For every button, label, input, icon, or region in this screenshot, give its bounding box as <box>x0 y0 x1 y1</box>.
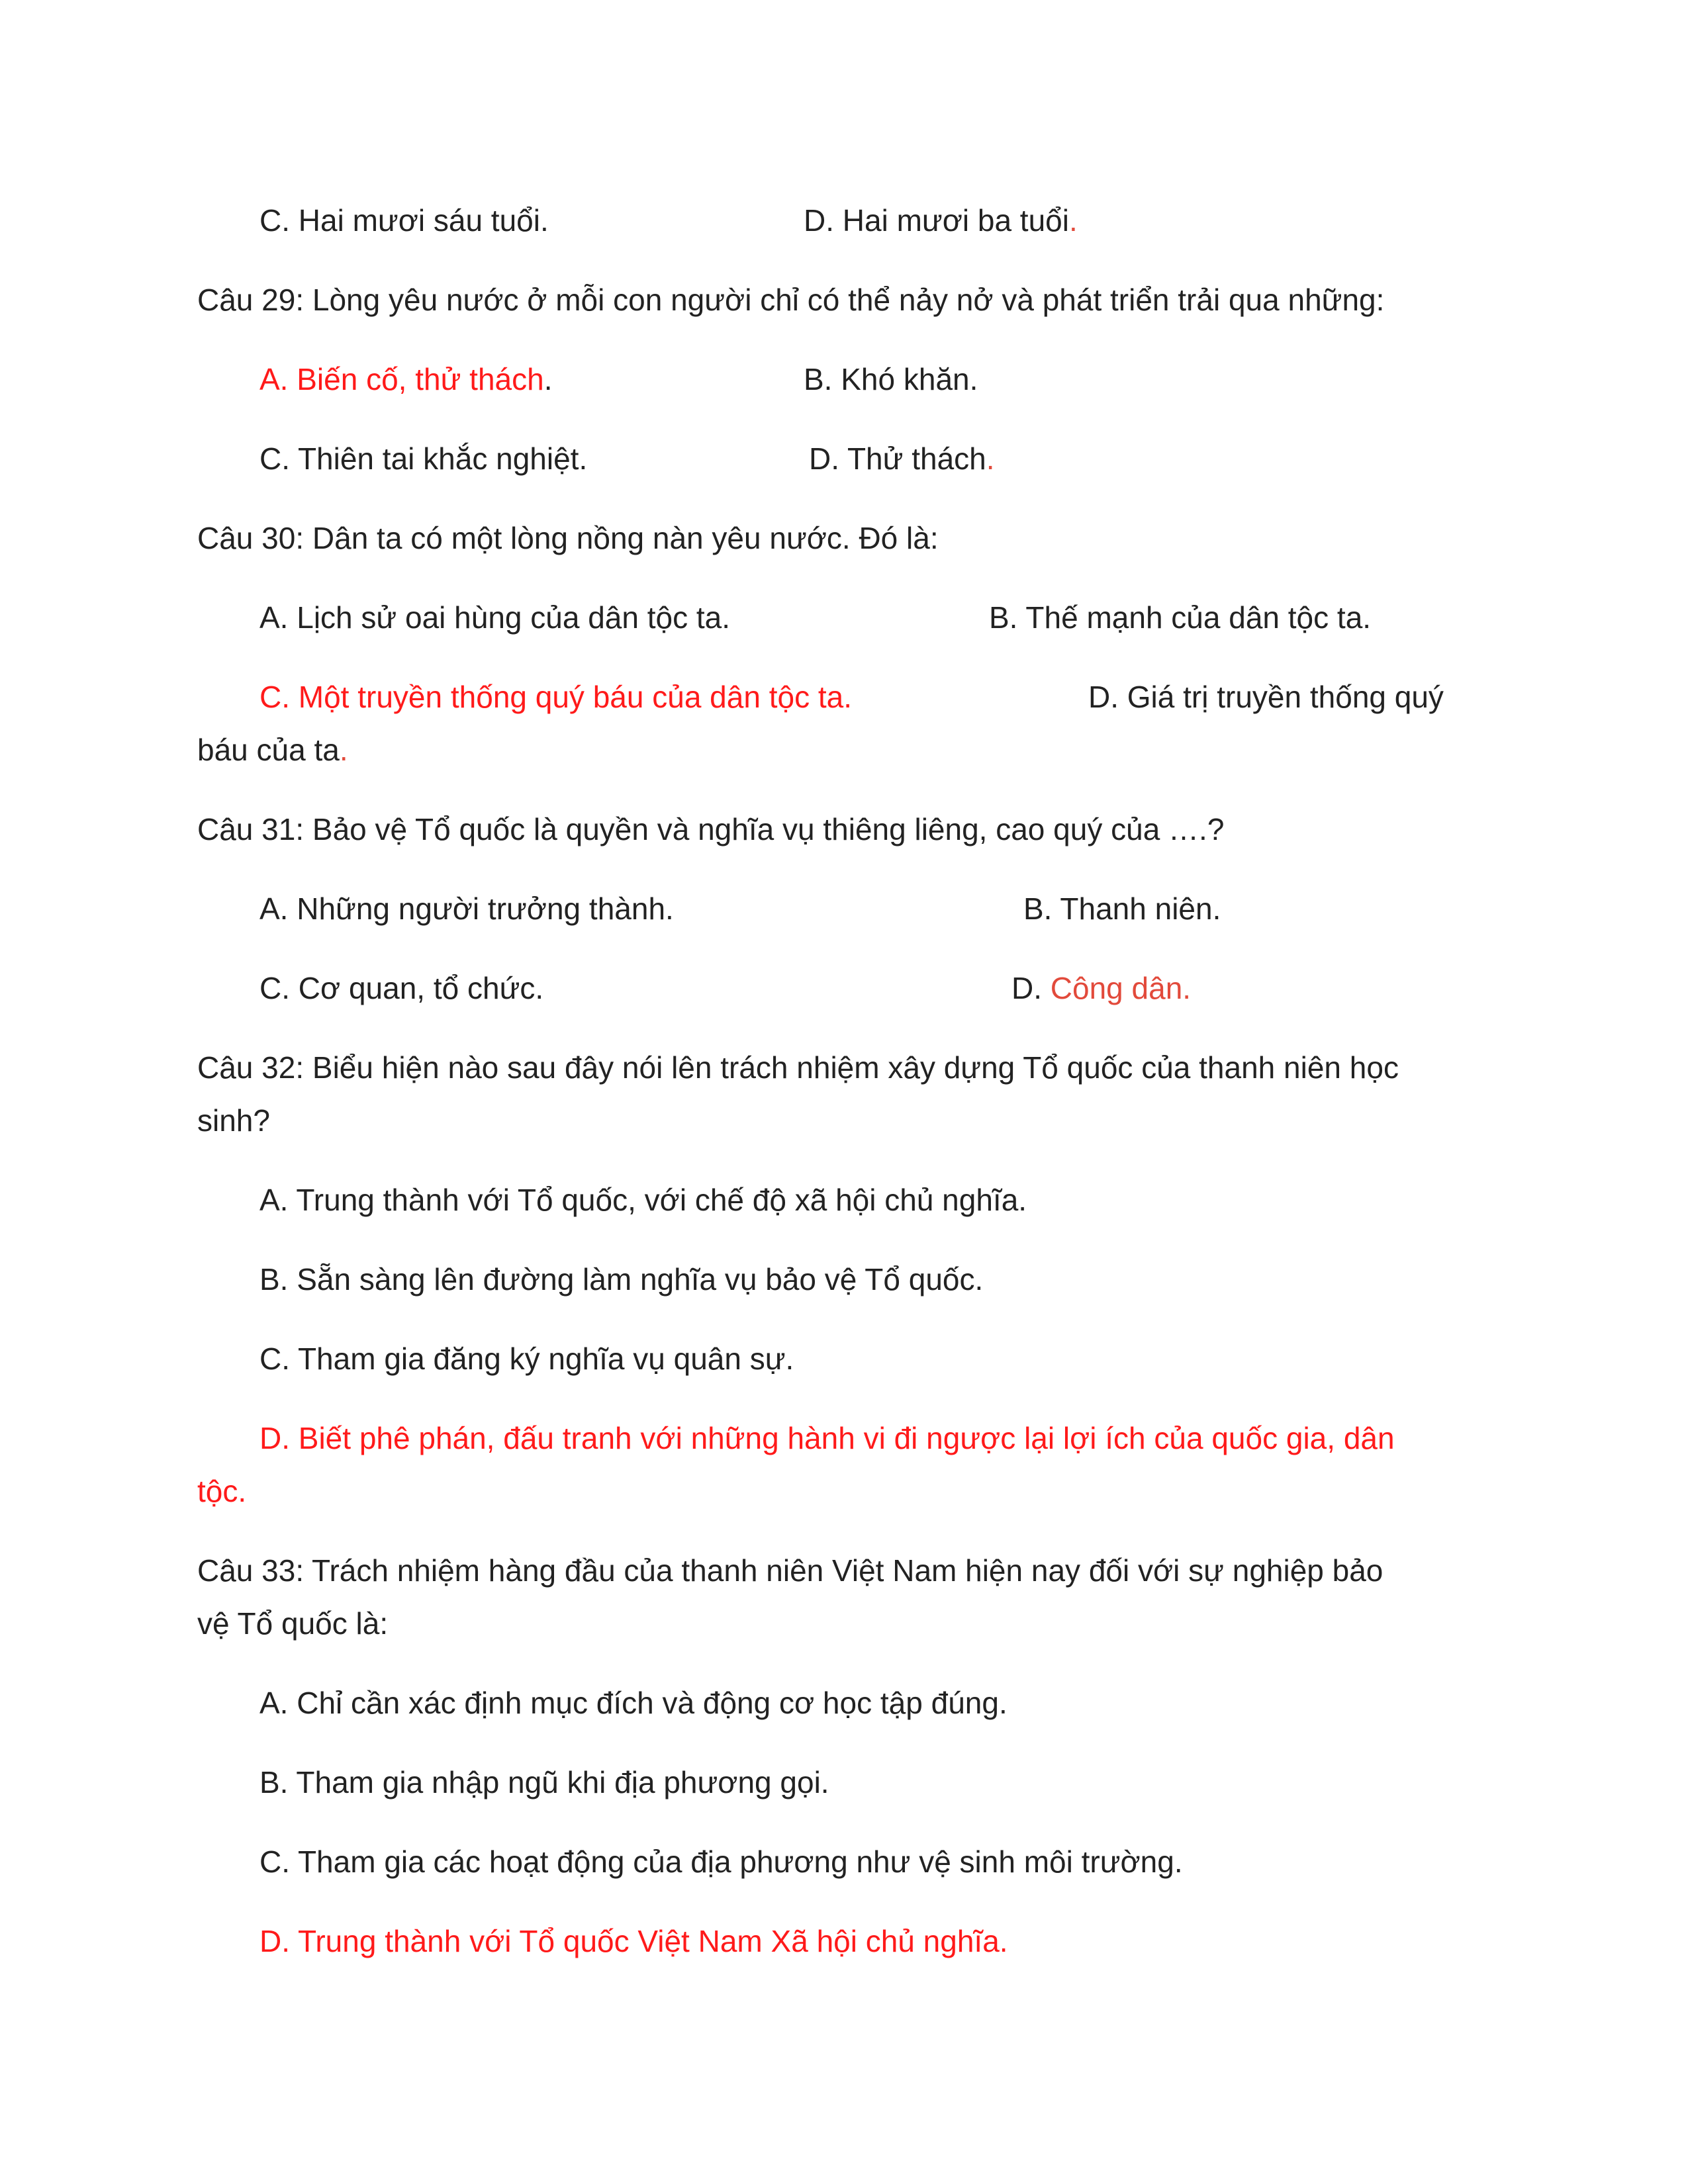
q32-option-c: C. Tham gia đăng ký nghĩa vụ quân sự. <box>259 1342 794 1376</box>
q31-option-a: A. Những người trưởng thành. <box>259 891 674 926</box>
q30-question: Câu 30: Dân ta có một lòng nồng nàn yêu nước. Đó là: <box>197 521 939 555</box>
q31-option-b: B. Thanh niên. <box>1023 891 1221 926</box>
q28-option-c: C. Hai mươi sáu tuổi. <box>259 203 549 238</box>
q29-option-a-dot: . <box>543 362 553 396</box>
q32-option-a: A. Trung thành với Tổ quốc, với chế độ xã hội chủ nghĩa. <box>259 1183 1027 1217</box>
q33-option-a: A. Chỉ cần xác định mục đích và động cơ học tập đúng. <box>259 1686 1008 1720</box>
q33-option-b: B. Tham gia nhập ngũ khi địa phương gọi. <box>259 1765 829 1799</box>
q29-option-b: B. Khó khăn. <box>804 362 978 396</box>
q29-option-d <box>809 443 995 474</box>
q32-option-b: B. Sẵn sàng lên đường làm nghĩa vụ bảo vệ Tổ quốc. <box>259 1262 984 1297</box>
q32-option-d-line1: D. Biết phê phán, đấu tranh với những hành vi đi ngược lại lợi ích của quốc gia, dân <box>259 1421 1395 1455</box>
q29-option-c: C. Thiên tai khắc nghiệt. <box>259 441 588 476</box>
q29-question: Câu 29: Lòng yêu nước ở mỗi con người chỉ có thể nảy nở và phát triển trải qua những: <box>197 283 1385 317</box>
q30-option-b: B. Thế mạnh của dân tộc ta. <box>989 600 1372 635</box>
q29-option-d-dot: . <box>986 441 995 476</box>
q28-option-d <box>804 205 1078 236</box>
q28-option-d-dot: . <box>1068 203 1078 238</box>
q31-option-c: C. Cơ quan, tổ chức. <box>259 971 544 1005</box>
q31-option-d-prefix: D. <box>1011 971 1051 1005</box>
q29-option-a-text: A. Biến cố, thử thách <box>259 362 544 396</box>
q29-option-d-text: D. Thử thách <box>809 441 986 476</box>
q30-option-d-line2-text: báu của ta <box>197 733 340 767</box>
q30-option-d-dot: . <box>339 733 348 767</box>
q31-question: Câu 31: Bảo vệ Tổ quốc là quyền và nghĩa vụ thiêng liêng, cao quý của ….? <box>197 812 1225 846</box>
q31-option-d-answer: Công dân. <box>1050 971 1192 1005</box>
q30-option-d-line1: D. Giá trị truyền thống quý <box>1088 680 1444 714</box>
q31-option-d <box>1011 973 1191 1003</box>
q30-option-a: A. Lịch sử oai hùng của dân tộc ta. <box>259 600 731 635</box>
q33-question-line1: Câu 33: Trách nhiệm hàng đầu của thanh niên Việt Nam hiện nay đối với sự nghiệp bảo <box>197 1553 1383 1588</box>
q33-question-line2: vệ Tổ quốc là: <box>197 1606 389 1641</box>
q28-option-d-text: D. Hai mươi ba tuổi <box>804 203 1069 238</box>
q32-option-d-line2: tộc. <box>197 1474 247 1508</box>
q30-option-d-line2 <box>197 735 348 765</box>
q32-question-line1: Câu 32: Biểu hiện nào sau đây nói lên trách nhiệm xây dựng Tổ quốc của thanh niên học <box>197 1050 1399 1085</box>
q29-option-a <box>259 364 552 394</box>
q30-option-c: C. Một truyền thống quý báu của dân tộc ta. <box>259 680 853 714</box>
q32-question-line2: sinh? <box>197 1103 270 1138</box>
q33-option-d: D. Trung thành với Tổ quốc Việt Nam Xã hội chủ nghĩa. <box>259 1924 1008 1958</box>
q33-option-c: C. Tham gia các hoạt động của địa phương như vệ sinh môi trường. <box>259 1844 1183 1879</box>
